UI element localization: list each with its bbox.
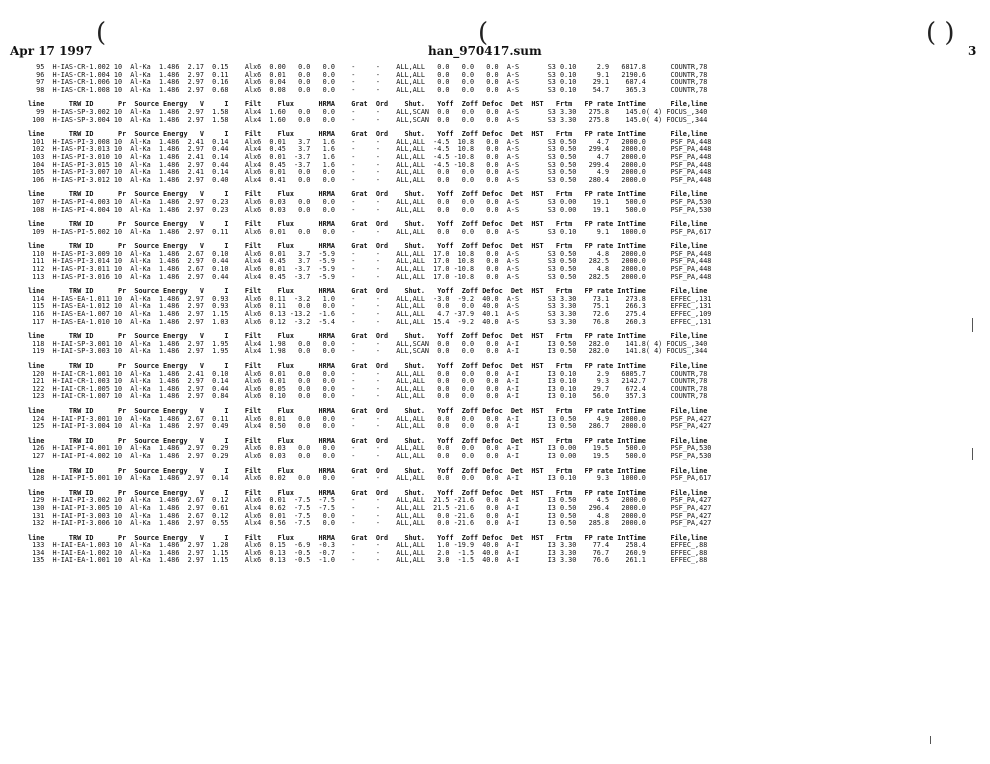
table-group	[28, 131, 968, 184]
table-row: 107 H-IAS-PI-4.003 10 Al-Ka 1.486 2.97 0.23 Alx6 0.03 0.0 0.0 - - ALL,ALL 0.0 0.0 0.0 A-S S3 0.00 19.1 500.0 PSF_PA,530	[28, 197, 712, 206]
column-header-row: line TRW ID Pr Source Energy V I Filt Flux HRMA Grat Ord Shut. Yoff Zoff Defoc Det HST Frtm FP rate IntTime File,line	[28, 466, 708, 475]
table-row: 119 H-IAI-SP-3.003 10 Al-Ka 1.486 2.97 1.95 Alx4 1.98 0.0 0.0 - - ALL,SCAN 0.0 0.0 0.0 A-I I3 0.50 282.0 141.8( 4) FOCUS_,344	[28, 347, 708, 356]
binder-hole-mark-center: (	[478, 18, 489, 48]
table-row: 125 H-IAI-PI-3.004 10 Al-Ka 1.486 2.97 0.49 Alx4 0.50 0.0 0.0 - - ALL,ALL 0.0 0.0 0.0 A-I I3 0.50 286.7 2000.0 PSF_PA,427	[28, 422, 712, 431]
table-row: 103 H-IAS-PI-3.010 10 Al-Ka 1.486 2.41 0.14 Alx6 0.01 -3.7 1.6 - - ALL,ALL -4.5 -10.8 0.0 A-S S3 0.50 4.7 2000.0 PSF_PA,448	[28, 152, 712, 161]
table-row: 105 H-IAS-PI-3.007 10 Al-Ka 1.486 2.41 0.14 Alx6 0.01 0.0 0.0 - - ALL,ALL 0.0 0.0 0.0 A-S S3 0.50 4.9 2000.0 PSF_PA,448	[28, 168, 712, 177]
table-row: 132 H-IAI-PI-3.006 10 Al-Ka 1.486 2.97 0.55 Alx4 0.56 -7.5 0.0 - - ALL,ALL 0.0 -21.6 0.0 A-I I3 0.50 285.8 2000.0 PSF_PA,427	[28, 519, 712, 528]
table-row: 102 H-IAS-PI-3.013 10 Al-Ka 1.486 2.97 0.44 Alx4 0.45 3.7 1.6 - - ALL,ALL -4.5 10.8 0.0 A-S S3 0.50 299.4 2000.0 PSF_PA,448	[28, 145, 712, 154]
table-row: 95 H-IAS-CR-1.002 10 Al-Ka 1.486 2.17 0.15 Alx6 0.00 0.0 0.0 - - ALL,ALL 0.0 0.0 0.0 A-S S3 0.10 2.9 6817.8 COUNTR,78	[28, 63, 708, 71]
table-group	[28, 221, 968, 236]
table-row: 113 H-IAS-PI-3.016 10 Al-Ka 1.486 2.97 0.44 Alx4 0.45 -3.7 -5.9 - - ALL,ALL 17.0 -10.8 0.0 A-S S3 0.50 282.5 2000.0 PSF_PA,448	[28, 272, 712, 281]
table-row: 134 H-IAI-EA-1.002 10 Al-Ka 1.486 2.97 1.15 Alx6 0.13 -0.5 -0.7 - - ALL,ALL 2.0 -1.5 40.0 A-I I3 3.30 76.7 260.9 EFFEC_,88	[28, 548, 708, 557]
column-header-row: line TRW ID Pr Source Energy V I Filt Flux HRMA Grat Ord Shut. Yoff Zoff Defoc Det HST Frtm FP rate IntTime File,line	[28, 533, 708, 542]
table-row: 111 H-IAS-PI-3.014 10 Al-Ka 1.486 2.97 0.44 Alx4 0.45 3.7 -5.9 - - ALL,ALL 17.0 10.8 0.0 A-S S3 0.50 282.5 2000.0 PSF_PA,448	[28, 257, 712, 266]
table-row: 131 H-IAI-PI-3.003 10 Al-Ka 1.486 2.67 0.12 Alx6 0.01 -7.5 0.0 - - ALL,ALL 0.0 -21.6 0.0 A-I I3 0.50 4.8 2000.0 PSF_PA,427	[28, 511, 712, 520]
table-row: 100 H-IAS-SP-3.004 10 Al-Ka 1.486 2.97 1.58 Alx4 1.60 0.0 0.0 - - ALL,SCAN 0.0 0.0 0.0 A-S S3 3.30 275.8 145.0( 4) FOCUS_,344	[28, 115, 708, 124]
table-row: 127 H-IAI-PI-4.002 10 Al-Ka 1.486 2.97 0.29 Alx6 0.03 0.0 0.0 - - ALL,ALL 0.0 0.0 0.0 A-I I3 0.00 19.5 500.0 PSF_PA,530	[28, 451, 712, 460]
binder-hole-mark-left: (	[96, 18, 107, 48]
table-group	[28, 243, 968, 281]
summary-table	[28, 64, 968, 572]
table-row: 120 H-IAI-CR-1.001 10 Al-Ka 1.486 2.41 0.10 Alx6 0.01 0.0 0.0 - - ALL,ALL 0.0 0.0 0.0 A-I I3 0.10 2.9 6805.7 COUNTR,78	[28, 369, 708, 378]
table-row: 112 H-IAS-PI-3.011 10 Al-Ka 1.486 2.67 0.10 Alx6 0.01 -3.7 -5.9 - - ALL,ALL 17.0 -10.8 0.0 A-S S3 0.50 4.8 2000.0 PSF_PA,448	[28, 265, 712, 274]
page-number: 3	[968, 44, 977, 58]
header-filename: han_970417.sum	[428, 44, 542, 58]
table-row: 96 H-IAS-CR-1.004 10 Al-Ka 1.486 2.97 0.11 Alx6 0.01 0.0 0.0 - - ALL,ALL 0.0 0.0 0.0 A-S S3 0.10 9.1 2190.6 COUNTR,78	[28, 70, 708, 79]
table-row: 101 H-IAS-PI-3.008 10 Al-Ka 1.486 2.41 0.14 Alx6 0.01 3.7 1.6 - - ALL,ALL -4.5 10.8 0.0 A-S S3 0.50 4.7 2000.0 PSF_PA,448	[28, 137, 712, 146]
table-row: 110 H-IAS-PI-3.009 10 Al-Ka 1.486 2.67 0.10 Alx6 0.01 3.7 -5.9 - - ALL,ALL 17.0 10.8 0.0 A-S S3 0.50 4.8 2000.0 PSF_PA,448	[28, 249, 712, 258]
table-row: 117 H-IAS-EA-1.010 10 Al-Ka 1.486 2.97 1.03 Alx6 0.12 -3.2 -5.4 - - ALL,ALL 15.4 -9.2 40.0 A-S S3 3.30 76.8 260.3 EFFEC_,131	[28, 317, 712, 326]
column-header-row: line TRW ID Pr Source Energy V I Filt Flux HRMA Grat Ord Shut. Yoff Zoff Defoc Det HST Frtm FP rate IntTime File,line	[28, 220, 708, 229]
table-group	[28, 408, 968, 431]
margin-mark	[930, 736, 931, 744]
margin-mark	[972, 318, 973, 332]
table-row: 129 H-IAI-PI-3.002 10 Al-Ka 1.486 2.67 0.12 Alx6 0.01 -7.5 -7.5 - - ALL,ALL 21.5 -21.6 0.0 A-I I3 0.50 4.5 2000.0 PSF_PA,427	[28, 496, 712, 505]
table-row: 115 H-IAS-EA-1.012 10 Al-Ka 1.486 2.97 0.93 Alx6 0.11 0.0 0.0 - - ALL,ALL 0.0 0.0 40.0 A-S S3 3.30 75.1 266.3 EFFEC_,131	[28, 302, 712, 311]
table-group	[28, 64, 968, 94]
binder-hole-mark-right: ( )	[926, 18, 955, 48]
table-group	[28, 101, 968, 124]
table-row: 104 H-IAS-PI-3.015 10 Al-Ka 1.486 2.97 0.44 Alx4 0.45 -3.7 1.6 - - ALL,ALL -4.5 -10.8 0.0 A-S S3 0.50 299.4 2000.0 PSF_PA,448	[28, 160, 712, 169]
table-row: 97 H-IAS-CR-1.006 10 Al-Ka 1.486 2.97 0.16 Alx6 0.04 0.0 0.0 - - ALL,ALL 0.0 0.0 0.0 A-S S3 0.10 29.1 687.4 COUNTR,78	[28, 78, 708, 87]
column-header-row: line TRW ID Pr Source Energy V I Filt Flux HRMA Grat Ord Shut. Yoff Zoff Defoc Det HST Frtm FP rate IntTime File,line	[28, 130, 708, 139]
table-group	[28, 468, 968, 483]
table-group	[28, 535, 968, 565]
column-header-row: line TRW ID Pr Source Energy V I Filt Flux HRMA Grat Ord Shut. Yoff Zoff Defoc Det HST Frtm FP rate IntTime File,line	[28, 332, 708, 341]
table-row: 98 H-IAS-CR-1.008 10 Al-Ka 1.486 2.97 0.68 Alx6 0.08 0.0 0.0 - - ALL,ALL 0.0 0.0 0.0 A-S S3 0.10 54.7 365.3 COUNTR,78	[28, 85, 708, 94]
table-row: 121 H-IAI-CR-1.003 10 Al-Ka 1.486 2.97 0.14 Alx6 0.01 0.0 0.0 - - ALL,ALL 0.0 0.0 0.0 A-I I3 0.10 9.3 2142.7 COUNTR,78	[28, 377, 708, 386]
table-row: 135 H-IAI-EA-1.001 10 Al-Ka 1.486 2.97 1.15 Alx6 0.13 -0.5 -1.0 - - ALL,ALL 3.0 -1.5 40.0 A-I I3 3.30 76.6 261.1 EFFEC_,88	[28, 556, 708, 565]
column-header-row: line TRW ID Pr Source Energy V I Filt Flux HRMA Grat Ord Shut. Yoff Zoff Defoc Det HST Frtm FP rate IntTime File,line	[28, 100, 708, 109]
column-header-row: line TRW ID Pr Source Energy V I Filt Flux HRMA Grat Ord Shut. Yoff Zoff Defoc Det HST Frtm FP rate IntTime File,line	[28, 242, 708, 251]
table-row: 114 H-IAS-EA-1.011 10 Al-Ka 1.486 2.97 0.93 Alx6 0.11 -3.2 1.0 - - ALL,ALL -3.0 -9.2 40.0 A-S S3 3.30 73.1 273.8 EFFEC_,131	[28, 294, 712, 303]
table-row: 99 H-IAS-SP-3.002 10 Al-Ka 1.486 2.97 1.58 Alx4 1.60 0.0 0.0 - - ALL,SCAN 0.0 0.0 0.0 A-S S3 3.30 275.8 145.0( 4) FOCUS_,340	[28, 107, 708, 116]
table-row: 126 H-IAI-PI-4.001 10 Al-Ka 1.486 2.97 0.29 Alx6 0.03 0.0 0.0 - - ALL,ALL 0.0 0.0 0.0 A-I I3 0.00 19.5 500.0 PSF_PA,530	[28, 444, 712, 453]
table-row: 123 H-IAI-CR-1.007 10 Al-Ka 1.486 2.97 0.84 Alx6 0.10 0.0 0.0 - - ALL,ALL 0.0 0.0 0.0 A-I I3 0.10 56.0 357.3 COUNTR,78	[28, 392, 708, 401]
column-header-row: line TRW ID Pr Source Energy V I Filt Flux HRMA Grat Ord Shut. Yoff Zoff Defoc Det HST Frtm FP rate IntTime File,line	[28, 362, 708, 370]
column-header-row: line TRW ID Pr Source Energy V I Filt Flux HRMA Grat Ord Shut. Yoff Zoff Defoc Det HST Frtm FP rate IntTime File,line	[28, 488, 708, 497]
table-row: 108 H-IAS-PI-4.004 10 Al-Ka 1.486 2.97 0.23 Alx6 0.03 0.0 0.0 - - ALL,ALL 0.0 0.0 0.0 A-S S3 0.00 19.1 500.0 PSF_PA,530	[28, 205, 712, 214]
table-row: 133 H-IAI-EA-1.003 10 Al-Ka 1.486 2.97 1.28 Alx6 0.15 -6.9 -0.3 - - ALL,ALL 1.0 -19.9 40.0 A-I I3 3.30 77.4 258.4 EFFEC_,88	[28, 541, 708, 550]
table-group	[28, 438, 968, 461]
table-group	[28, 363, 968, 401]
column-header-row: line TRW ID Pr Source Energy V I Filt Flux HRMA Grat Ord Shut. Yoff Zoff Defoc Det HST Frtm FP rate IntTime File,line	[28, 436, 708, 445]
table-group	[28, 191, 968, 214]
table-row: 128 H-IAI-PI-5.001 10 Al-Ka 1.486 2.97 0.14 Alx6 0.02 0.0 0.0 - - ALL,ALL 0.0 0.0 0.0 A-I I3 0.10 9.3 1000.0 PSF_PA,617	[28, 474, 712, 483]
header-date: Apr 17 1997	[10, 44, 93, 58]
table-row: 116 H-IAS-EA-1.007 10 Al-Ka 1.486 2.97 1.15 Alx6 0.13 -13.2 -1.6 - - ALL,ALL 4.7 -37.9 40.1 A-S S3 3.30 72.6 275.4 EFFEC_,109	[28, 310, 712, 319]
table-row: 122 H-IAI-CR-1.005 10 Al-Ka 1.486 2.97 0.44 Alx6 0.05 0.0 0.0 - - ALL,ALL 0.0 0.0 0.0 A-I I3 0.10 29.7 672.4 COUNTR,78	[28, 384, 708, 393]
column-header-row: line TRW ID Pr Source Energy V I Filt Flux HRMA Grat Ord Shut. Yoff Zoff Defoc Det HST Frtm FP rate IntTime File,line	[28, 287, 708, 296]
table-row: 106 H-IAS-PI-3.012 10 Al-Ka 1.486 2.97 0.40 Alx4 0.41 0.0 0.0 - - ALL,ALL 0.0 0.0 0.0 A-S S3 0.50 280.4 2000.0 PSF_PA,448	[28, 175, 712, 184]
table-group	[28, 333, 968, 356]
column-header-row: line TRW ID Pr Source Energy V I Filt Flux HRMA Grat Ord Shut. Yoff Zoff Defoc Det HST Frtm FP rate IntTime File,line	[28, 406, 708, 415]
column-header-row: line TRW ID Pr Source Energy V I Filt Flux HRMA Grat Ord Shut. Yoff Zoff Defoc Det HST Frtm FP rate IntTime File,line	[28, 190, 708, 199]
table-group	[28, 490, 968, 528]
margin-mark	[972, 448, 973, 460]
table-row: 109 H-IAS-PI-5.002 10 Al-Ka 1.486 2.97 0.11 Alx6 0.01 0.0 0.0 - - ALL,ALL 0.0 0.0 0.0 A-S S3 0.10 9.1 1000.0 PSF_PA,617	[28, 227, 712, 236]
table-group	[28, 288, 968, 326]
table-row: 124 H-IAI-PI-3.001 10 Al-Ka 1.486 2.67 0.11 Alx6 0.01 0.0 0.0 - - ALL,ALL 0.0 0.0 0.0 A-I I3 0.50 4.9 2000.0 PSF_PA,427	[28, 414, 712, 423]
table-row: 118 H-IAI-SP-3.001 10 Al-Ka 1.486 2.97 1.95 Alx4 1.98 0.0 0.0 - - ALL,SCAN 0.0 0.0 0.0 A-I I3 0.50 282.0 141.8( 4) FOCUS_,340	[28, 339, 708, 348]
table-row: 130 H-IAI-PI-3.005 10 Al-Ka 1.486 2.97 0.61 Alx4 0.62 -7.5 -7.5 - - ALL,ALL 21.5 -21.6 0.0 A-I I3 0.50 296.4 2000.0 PSF_PA,427	[28, 503, 712, 512]
